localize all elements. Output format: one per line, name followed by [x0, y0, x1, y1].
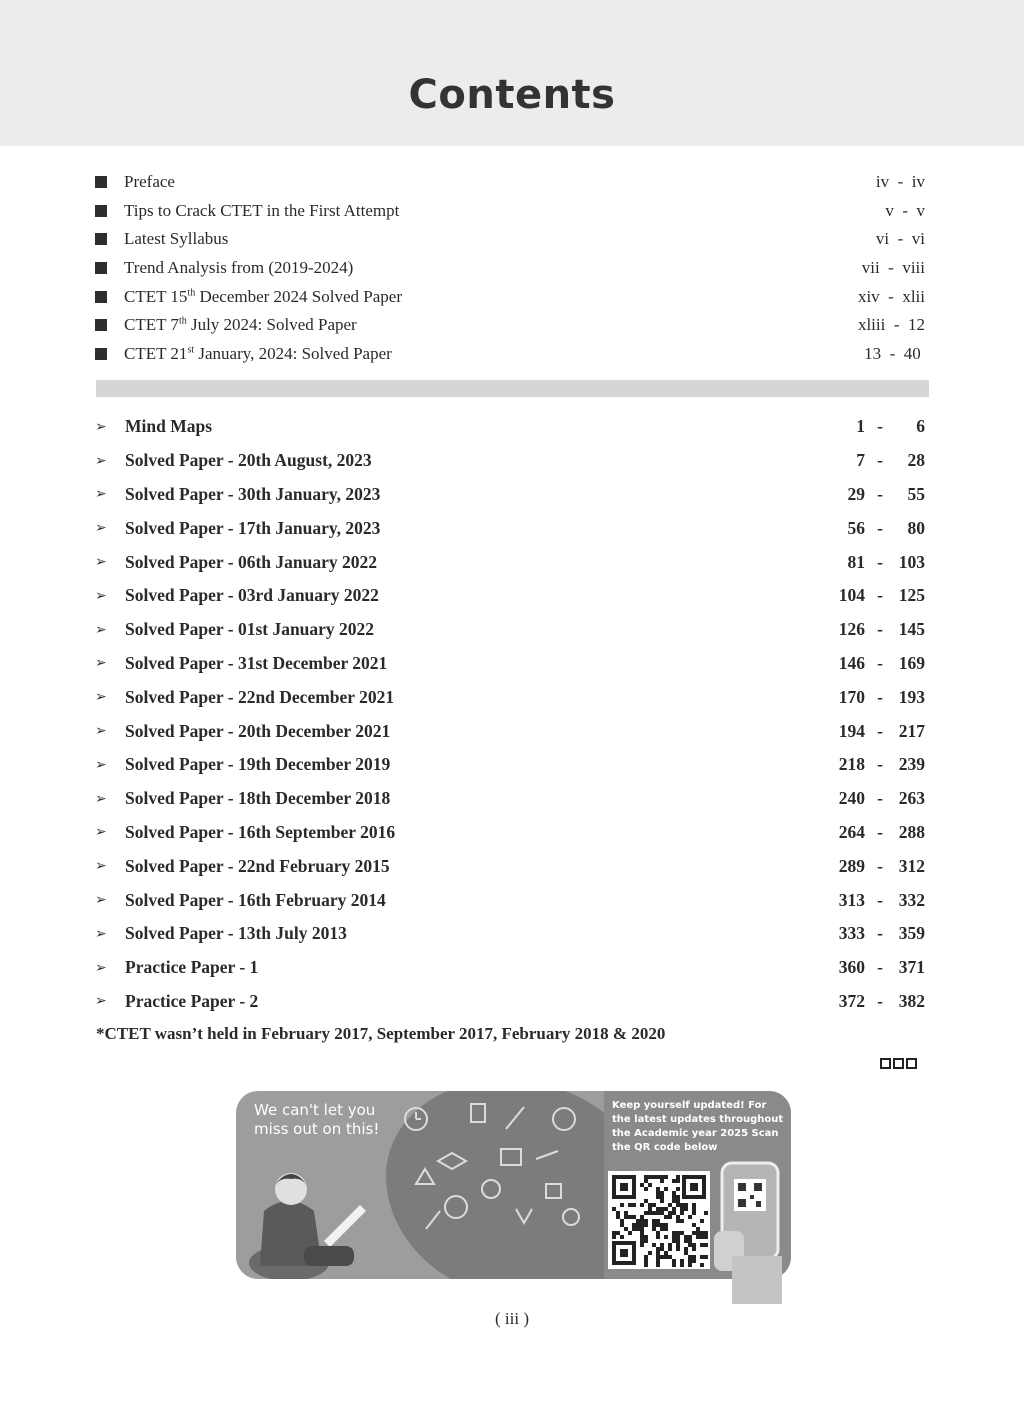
paper-entry-title: Solved Paper - 22nd December 2021 — [125, 686, 395, 707]
paper-entry-pages — [825, 687, 925, 708]
page-end: 125 — [898, 585, 925, 606]
intro-entry-pages: vii - viii — [861, 258, 925, 278]
paper-entry-title: Solved Paper - 18th December 2018 — [125, 788, 391, 809]
arrow-bullet-icon: ➢ — [95, 554, 107, 571]
paper-entry-pages — [825, 585, 925, 606]
intro-entry[interactable] — [95, 254, 925, 283]
paper-entry[interactable] — [95, 545, 925, 579]
page-start: 372 — [838, 990, 865, 1011]
intro-entry-pages: xiv - xlii — [857, 286, 925, 306]
paper-entry-title: Solved Paper - 01st January 2022 — [125, 619, 375, 640]
paper-entry-pages — [825, 856, 925, 877]
paper-entry[interactable] — [95, 511, 925, 545]
page-start: 240 — [838, 788, 865, 809]
intro-entry-title: Trend Analysis from (2019-2024) — [124, 258, 354, 278]
intro-entry[interactable] — [95, 282, 925, 311]
page-end: 288 — [898, 821, 925, 842]
paper-entry-pages — [825, 890, 925, 911]
paper-entry-title: Solved Paper - 16th February 2014 — [125, 889, 386, 910]
square-bullet-icon — [95, 291, 107, 303]
paper-entry-title: Solved Paper - 20th December 2021 — [125, 720, 391, 741]
intro-entry-title: CTET 7th July 2024: Solved Paper — [124, 315, 357, 335]
page-range-dash: - — [877, 889, 883, 910]
intro-entry[interactable] — [95, 168, 925, 197]
page-range-dash: - — [877, 923, 883, 944]
page-end: 145 — [898, 619, 925, 640]
arrow-bullet-icon: ➢ — [95, 756, 107, 773]
page-end: 6 — [916, 416, 925, 437]
banner-hand-tab — [732, 1256, 782, 1304]
paper-entry[interactable] — [95, 883, 925, 917]
intro-entry-pages: vi - vi — [875, 229, 925, 249]
arrow-bullet-icon: ➢ — [95, 520, 107, 537]
paper-entry-pages — [825, 991, 925, 1012]
page-range-dash: - — [877, 754, 883, 775]
intro-entry[interactable] — [95, 197, 925, 226]
paper-entry[interactable] — [95, 444, 925, 478]
page-start: 264 — [838, 821, 865, 842]
paper-entry[interactable] — [95, 985, 925, 1019]
page-range-dash: - — [877, 788, 883, 809]
paper-entry-pages — [825, 923, 925, 944]
page-start: 1 — [856, 416, 865, 437]
intro-entry-pages: v - v — [885, 200, 925, 220]
square-bullet-icon — [95, 319, 107, 331]
arrow-bullet-icon: ➢ — [95, 621, 107, 638]
paper-entry-title: Solved Paper - 20th August, 2023 — [125, 450, 372, 471]
section-divider — [96, 380, 929, 397]
square-bullet-icon — [95, 262, 107, 274]
qr-code-icon — [608, 1171, 710, 1269]
arrow-bullet-icon: ➢ — [95, 452, 107, 469]
page-range-dash: - — [877, 855, 883, 876]
intro-contents-list — [95, 168, 925, 368]
paper-entry[interactable] — [95, 816, 925, 850]
paper-entry-title: Solved Paper - 17th January, 2023 — [125, 517, 381, 538]
paper-entry[interactable] — [95, 849, 925, 883]
paper-entry-pages — [825, 788, 925, 809]
page-start: 313 — [838, 889, 865, 910]
paper-entry[interactable] — [95, 680, 925, 714]
page-end: 332 — [898, 889, 925, 910]
page-end: 382 — [898, 990, 925, 1011]
arrow-bullet-icon: ➢ — [95, 655, 107, 672]
paper-entry-title: Solved Paper - 16th September 2016 — [125, 821, 396, 842]
page-start: 170 — [838, 686, 865, 707]
page-start: 146 — [838, 652, 865, 673]
page-range-dash: - — [877, 450, 883, 471]
paper-entry-pages — [825, 653, 925, 674]
footnote: *CTET wasn’t held in February 2017, September 2017, February 2018 & 2020 — [96, 1024, 666, 1043]
paper-entry-pages — [825, 754, 925, 775]
intro-entry[interactable] — [95, 225, 925, 254]
page-title: Contents — [408, 72, 616, 118]
page-range-dash: - — [877, 990, 883, 1011]
intro-entry-title: Preface — [124, 172, 175, 192]
page-start: 194 — [838, 720, 865, 741]
paper-entry-title: Solved Paper - 06th January 2022 — [125, 551, 377, 572]
student-reading-illustration — [244, 1151, 384, 1279]
page-end: 263 — [898, 788, 925, 809]
paper-entry[interactable] — [95, 410, 925, 444]
square-bullet-icon — [95, 233, 107, 245]
page-end: 55 — [907, 483, 925, 504]
page-range-dash: - — [877, 821, 883, 842]
page-range-dash: - — [877, 619, 883, 640]
page-range-dash: - — [877, 585, 883, 606]
intro-entry[interactable] — [95, 311, 925, 340]
paper-entry-pages — [825, 416, 925, 437]
page-start: 7 — [856, 450, 865, 471]
paper-entry-title: Solved Paper - 30th January, 2023 — [125, 483, 381, 504]
arrow-bullet-icon: ➢ — [95, 993, 107, 1010]
page-start: 333 — [838, 923, 865, 944]
page-end: 193 — [898, 686, 925, 707]
arrow-bullet-icon: ➢ — [95, 858, 107, 875]
qr-code[interactable] — [608, 1171, 710, 1269]
arrow-bullet-icon: ➢ — [95, 925, 107, 942]
intro-entry-pages: 13 - 40 — [864, 343, 925, 363]
paper-entry[interactable] — [95, 647, 925, 681]
page-end: 217 — [898, 720, 925, 741]
page-end: 169 — [898, 652, 925, 673]
paper-entry[interactable] — [95, 917, 925, 951]
paper-entry[interactable] — [95, 714, 925, 748]
qr-promo-banner — [236, 1091, 791, 1279]
arrow-bullet-icon: ➢ — [95, 723, 107, 740]
banner-cta-text: Keep yourself updated! For the latest updates throughout the Academic year 2025 Scan the QR code below — [612, 1100, 784, 1153]
arrow-bullet-icon: ➢ — [95, 959, 107, 976]
page-start: 104 — [838, 585, 865, 606]
paper-entry-pages — [825, 552, 925, 573]
page-range-dash: - — [877, 652, 883, 673]
page-end: 28 — [907, 450, 925, 471]
page-end: 239 — [898, 754, 925, 775]
paper-entry[interactable] — [95, 782, 925, 816]
paper-entry-title: Solved Paper - 31st December 2021 — [125, 652, 388, 673]
page-number: ( iii ) — [495, 1309, 529, 1328]
page-end: 371 — [898, 957, 925, 978]
square-bullet-icon — [95, 348, 107, 360]
end-mark — [880, 1058, 917, 1069]
paper-entry-title: Solved Paper - 22nd February 2015 — [125, 855, 390, 876]
arrow-bullet-icon: ➢ — [95, 486, 107, 503]
paper-entry-title: Solved Paper - 13th July 2013 — [125, 923, 347, 944]
page-start: 289 — [838, 855, 865, 876]
arrow-bullet-icon: ➢ — [95, 824, 107, 841]
page-start: 29 — [847, 483, 865, 504]
page-end: 80 — [907, 517, 925, 538]
paper-entry-pages — [825, 518, 925, 539]
paper-entry-pages — [825, 957, 925, 978]
intro-entry-title: CTET 21st January, 2024: Solved Paper — [124, 343, 392, 363]
paper-entry-pages — [825, 484, 925, 505]
education-doodle-icon — [396, 1099, 596, 1249]
page-range-dash: - — [877, 483, 883, 504]
banner-headline: We can't let you miss out on this! — [254, 1101, 380, 1138]
intro-entry-title: Latest Syllabus — [124, 229, 229, 249]
page-range-dash: - — [877, 720, 883, 741]
square-bullet-icon — [95, 176, 107, 188]
paper-entry-pages — [825, 822, 925, 843]
paper-entry[interactable] — [95, 478, 925, 512]
paper-entry[interactable] — [95, 613, 925, 647]
page-range-dash: - — [877, 551, 883, 572]
page-end: 312 — [898, 855, 925, 876]
arrow-bullet-icon: ➢ — [95, 587, 107, 604]
page-start: 218 — [838, 754, 865, 775]
page-range-dash: - — [877, 416, 883, 437]
intro-entry-title: Tips to Crack CTET in the First Attempt — [124, 200, 400, 220]
paper-entry[interactable] — [95, 748, 925, 782]
paper-entry-title: Practice Paper - 2 — [125, 990, 259, 1011]
intro-entry-pages: iv - iv — [875, 172, 925, 192]
paper-entry-title: Solved Paper - 19th December 2019 — [125, 754, 391, 775]
paper-entry[interactable] — [95, 951, 925, 985]
paper-entry[interactable] — [95, 579, 925, 613]
page-range-dash: - — [877, 517, 883, 538]
page-start: 56 — [847, 517, 865, 538]
page-range-dash: - — [877, 686, 883, 707]
paper-entry-pages — [825, 721, 925, 742]
paper-entry-title: Solved Paper - 03rd January 2022 — [125, 585, 379, 606]
paper-entry-pages — [825, 619, 925, 640]
intro-entry-pages: xliii - 12 — [857, 315, 925, 335]
page-start: 81 — [847, 551, 865, 572]
page-range-dash: - — [877, 957, 883, 978]
arrow-bullet-icon: ➢ — [95, 790, 107, 807]
intro-entry[interactable] — [95, 340, 925, 369]
page-start: 126 — [838, 619, 865, 640]
page-start: 360 — [838, 957, 865, 978]
arrow-bullet-icon: ➢ — [95, 418, 107, 435]
paper-entry-title: Practice Paper - 1 — [125, 957, 259, 978]
arrow-bullet-icon: ➢ — [95, 892, 107, 909]
papers-contents-list — [95, 410, 925, 1018]
intro-entry-title: CTET 15th December 2024 Solved Paper — [124, 286, 402, 306]
square-bullet-icon — [95, 205, 107, 217]
paper-entry-title: Mind Maps — [125, 416, 213, 437]
paper-entry-pages — [825, 450, 925, 471]
arrow-bullet-icon: ➢ — [95, 689, 107, 706]
page-end: 359 — [898, 923, 925, 944]
page-end: 103 — [898, 551, 925, 572]
